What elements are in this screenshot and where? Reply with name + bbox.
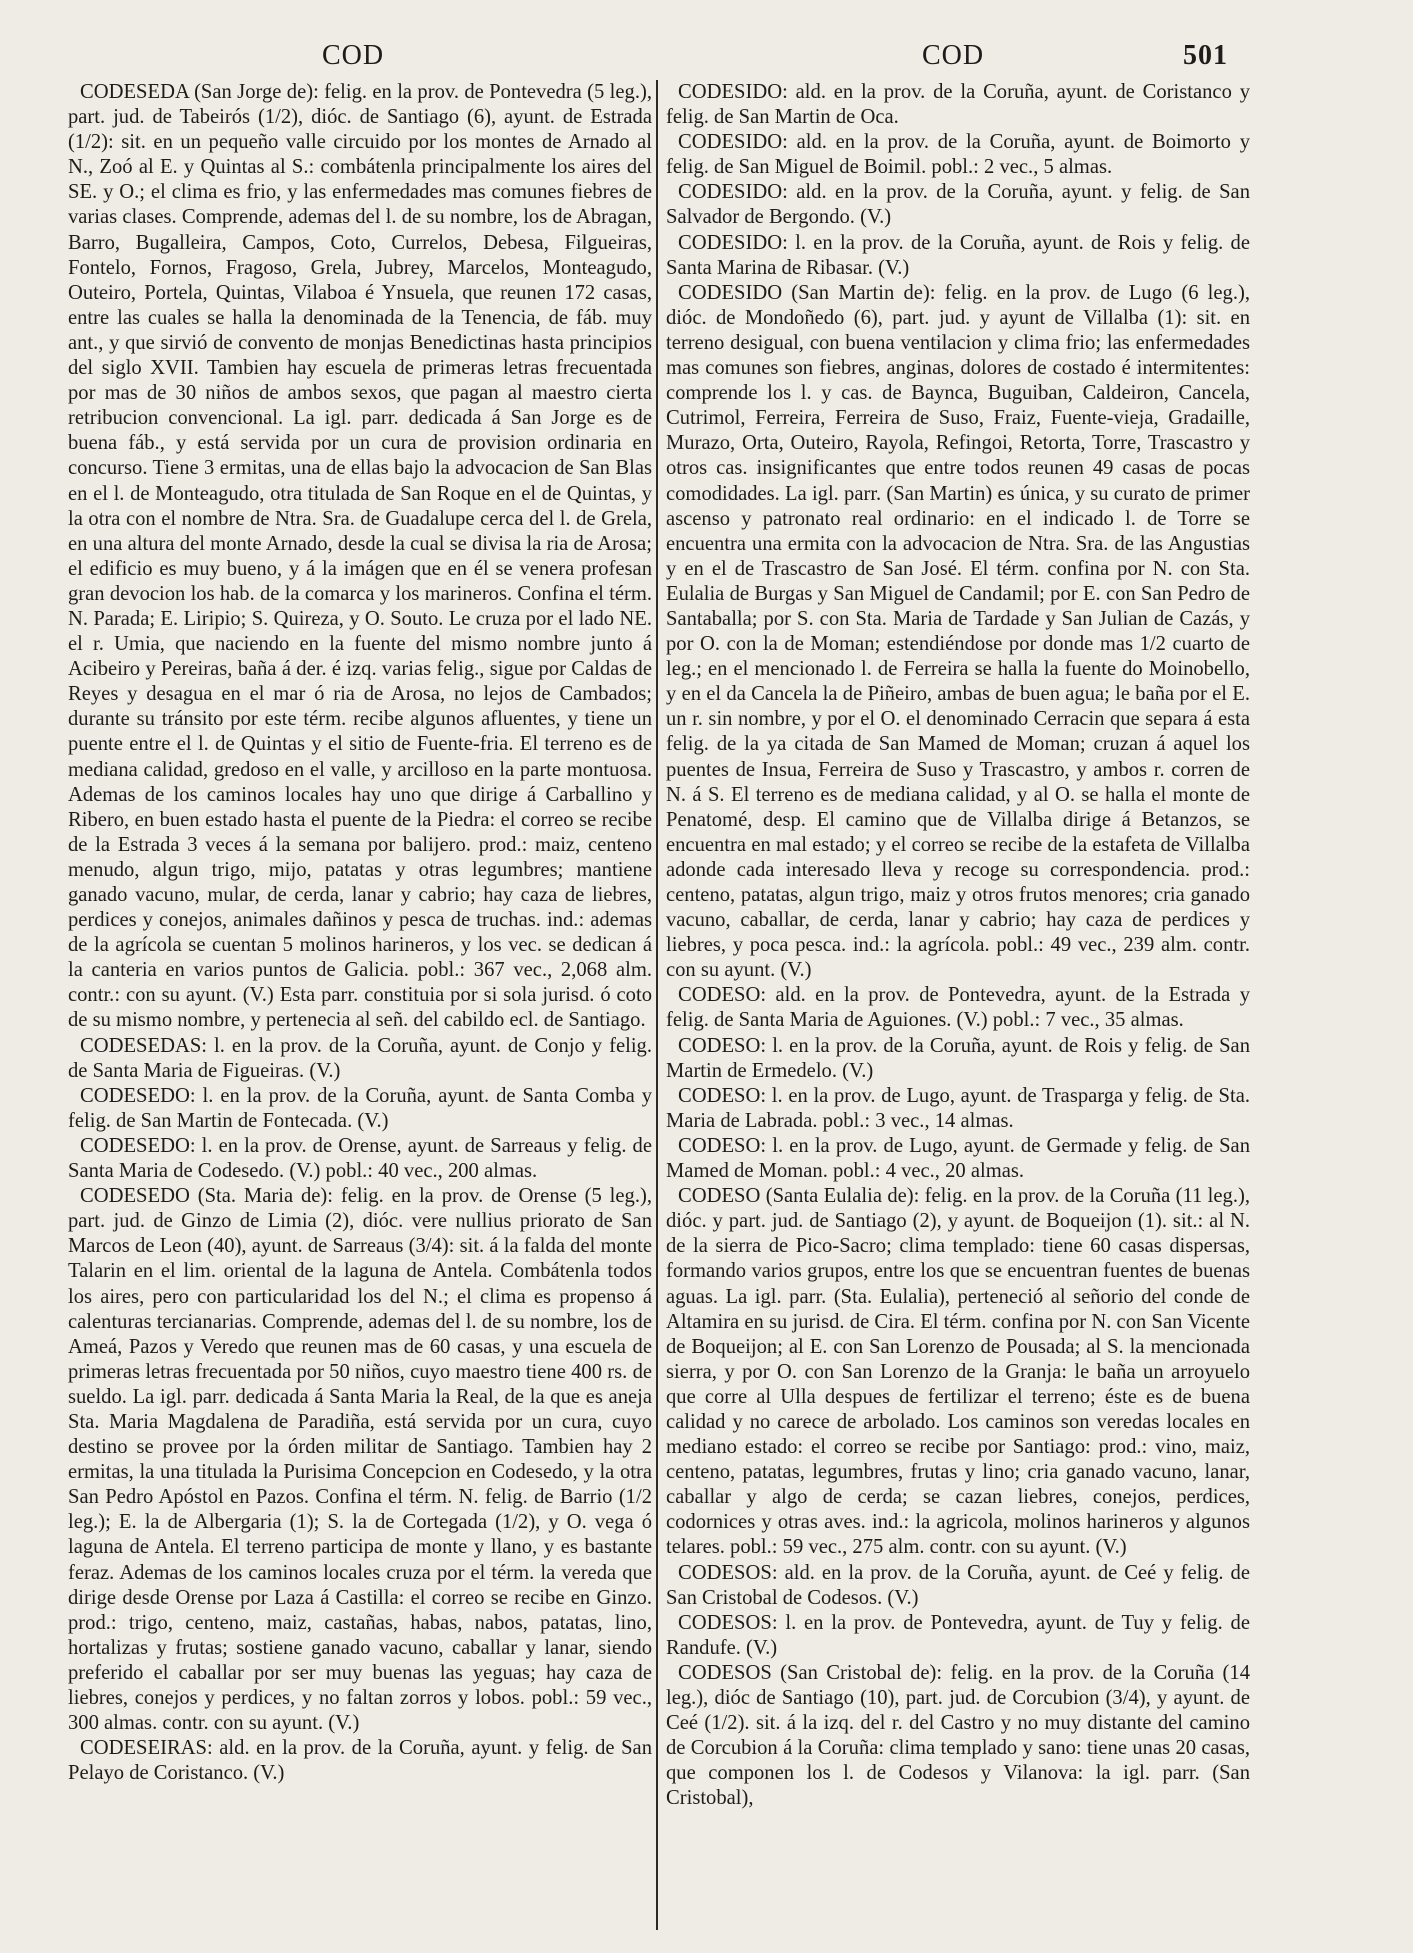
entry-codesido-ribasar: CODESIDO: l. en la prov. de la Coruña, ayunt. de Rois y felig. de Santa Marina de Ribasar. (V.) (666, 231, 1250, 279)
page-number: 501 (1183, 40, 1228, 71)
entry-codeso-aguiones: CODESO: ald. en la prov. de Pontevedra, ayunt. de la Estrada y felig. de Santa Maria de Aguiones. (V.) pobl.: 7 vec., 35 almas. (666, 984, 1250, 1032)
page-header (0, 40, 1413, 80)
entry-codesido-boimil: CODESIDO: ald. en la prov. de la Coruña, ayunt. de Boimorto y felig. de San Miguel de Boimil. pobl.: 2 vec., 5 almas. (666, 131, 1250, 179)
entry-codesedo-sta-maria: CODESEDO (Sta. Maria de): felig. en la prov. de Orense (5 leg.), part. jud. de Ginzo de Limia (2), dióc. vere nullius priorato de San Marcos de Leon (40), ayunt. de Sarreaus (3/4): sit. á la falda del monte Talarin en el lim. oriental de la laguna de Antela. Combátenla todos los aires, pero con particularidad los del N.; el clima es propenso á calenturas tercianarias. Comprende, ademas del l. de su nombre, los de Ameá, Pazos y Veredo que reunen mas de 60 casas, y una escuela de primeras letras frecuentada por 50 niños, cuyo maestro tiene 400 rs. de sueldo. La igl. parr. dedicada á Santa Maria la Real, de la que es aneja Sta. Maria Magdalena de Paradiña, está servida por un cura, cuyo destino se provee por la órden militar de Santiago. Tambien hay 2 ermitas, la una titulada la Purisima Concepcion en Codesedo, y la otra San Pedro Apóstol en Pazos. Confina el térm. N. felig. de Barrio (1/2 leg.); E. la de Albergaria (1); S. la de Cortegada (1/2), y O. vega ó laguna de Antela. El terreno participa de monte y llano, y es bastante feraz. Ademas de los caminos locales cruza por el térm. la vereda que dirige desde Orense por Laza á Castilla: el correo se recibe en Ginzo. prod.: trigo, centeno, maiz, castañas, habas, nabos, patatas, lino, hortalizas y frutas; sostiene ganado vacuno, caballar y lanar, siendo preferido el caballar por ser muy buenas las yeguas; hay caza de liebres, conejos y perdices, y no faltan zorros y lobos. pobl.: 59 vec., 300 almas. contr. con su ayunt. (V.) (68, 1185, 652, 1735)
entry-codesos-cee: CODESOS: ald. en la prov. de la Coruña, ayunt. de Ceé y felig. de San Cristobal de Codesos. (V.) (666, 1561, 1250, 1609)
right-column (666, 80, 1250, 1940)
entry-codesos-tuy: CODESOS: l. en la prov. de Pontevedra, ayunt. de Tuy y felig. de Randufe. (V.) (666, 1611, 1250, 1659)
entry-codeso-moman: CODESO: l. en la prov. de Lugo, ayunt. de Germade y felig. de San Mamed de Moman. pobl.: 4 vec., 20 almas. (666, 1134, 1250, 1183)
column-divider (656, 80, 658, 1930)
entry-codesido-bergondo: CODESIDO: ald. en la prov. de la Coruña, ayunt. y felig. de San Salvador de Bergondo. (V.) (666, 181, 1250, 229)
entry-codesos-san-cristobal: CODESOS (San Cristobal de): felig. en la prov. de la Coruña (14 leg.), dióc de Santiago (10), part. jud. de Corcubion (3/4), y ayunt. de Ceé (1/2). sit. á la izq. del r. del Castro y no muy distante del camino de Corcubion á la Coruña: clima templado y sano: tiene unas 20 casas, que componen los l. de Codesos y Vilanova: la igl. parr. (San Cristobal), (666, 1661, 1250, 1810)
header-left-guide-word: COD (322, 40, 385, 71)
header-right-guide-word: COD (922, 40, 985, 71)
entry-codesido-san-martin: CODESIDO (San Martin de): felig. en la prov. de Lugo (6 leg.), dióc. de Mondoñedo (6), part. jud. y ayunt de Villalba (1): sit. en terreno desigual, con buena ventilacion y clima frio; las enfermedades mas comunes son fiebres, anginas, dolores de costado é intermitentes: comprende los l. y cas. de Baynca, Buguiban, Caldeiron, Cancela, Cutrimol, Ferreira, Ferreira de Suso, Fraiz, Fuente-vieja, Gradaille, Murazo, Orta, Outeiro, Rayola, Refingoi, Retorta, Torre, Trascastro y otros cas. insignificantes que entre todos reunen 49 casas de pocas comodidades. La igl. parr. (San Martin) es única, y su curato de primer ascenso y patronato real ordinario: en el indicado l. de Torre se encuentra una ermita con la advocacion de Ntra. Sra. de las Angustias y en el de Trascastro de San José. El térm. confina por N. con Sta. Eulalia de Burgas y San Miguel de Candamil; por E. con San Pedro de Santaballa; por S. con Sta. Maria de Tardade y San Julian de Cazás, y por O. con la de Moman; estendiéndose por donde mas 1/2 cuarto de leg.; en el mencionado l. de Ferreira se halla la fuente do Moinobello, y en el da Cancela la de Piñeiro, ambas de buen agua; le baña por el E. un r. sin nombre, y por el O. el denominado Cerracin que separa á esta felig. de la ya citada de San Mamed de Moman; cruzan á aquel los puentes de Insua, Ferreira de Suso y Trascastro, y ambos r. corren de N. á S. El terreno es de mediana calidad, y al O. se halla el monte de Penatomé, desp. El camino que de Villalba dirige á Betanzos, se encuentra en mal estado; y el correo se recibe de la estafeta de Villalba adonde cada interesado lleva y recoge su correspondencia. prod.: centeno, patatas, algun trigo, maiz y otros frutos menores; cria ganado vacuno, caballar, de cerda, lanar y cabrio; hay caza de perdices y liebres, y poca pesca. ind.: la agrícola. pobl.: 49 vec., 239 alm. contr. con su ayunt. (V.) (666, 281, 1250, 982)
entry-codesido-oca: CODESIDO: ald. en la prov. de la Coruña, ayunt. de Coristanco y felig. de San Martin de Oca. (666, 81, 1250, 129)
entry-codeseda: CODESEDA (San Jorge de): felig. en la prov. de Pontevedra (5 leg.), part. jud. de Tabeirós (1/2), dióc. de Santiago (6), ayunt. de Estrada (1/2): sit. en un pequeño valle circuido por los montes de Arnado al N., Zoó al E. y Quintas al S.: combátenla principalmente los aires del SE. y O.; el clima es frio, y las enfermedades mas comunes fiebres de varias clases. Comprende, ademas del l. de su nombre, los de Abragan, Barro, Bugalleira, Campos, Coto, Currelos, Debesa, Filgueiras, Fontelo, Fornos, Fragoso, Grela, Jubrey, Marcelos, Monteagudo, Outeiro, Portela, Quintas, Vilaboa é Ynsuela, que reunen 172 casas, entre las cuales se halla la denominada de la Tenencia, de fáb. muy ant., y que sirvió de convento de monjas Benedictinas hasta principios del siglo XVII. Tambien hay escuela de primeras letras frecuentada por mas de 30 niños de ambos sexos, que pagan al maestro cierta retribucion convencional. La igl. parr. dedicada á San Jorge es de buena fáb., y está servida por un cura de provision ordinaria en concurso. Tiene 3 ermitas, una de ellas bajo la advocacion de San Blas en el l. de Monteagudo, otra titulada de San Roque en el de Quintas, y la otra con el nombre de Ntra. Sra. de Guadalupe cerca del l. de Grela, en una altura del monte Arnado, desde la cual se divisa la ria de Arosa; el edificio es muy bueno, y á la imágen que en él se venera profesan gran devocion los hab. de la comarca y los marineros. Confina el térm. N. Parada; E. Liripio; S. Quireza, y O. Souto. Le cruza por el lado NE. el r. Umia, que naciendo en la fuente del mismo nombre junto á Acibeiro y Pereiras, baña á der. é izq. varias felig., sigue por Caldas de Reyes y desagua en el mar ó ria de Arosa, no lejos de Cambados; durante su tránsito por este térm. recibe algunos afluentes, y tiene un puente entre el l. de Quintas y el sitio de Fuente-fria. El terreno es de mediana calidad, gredoso en el valle, y arcilloso en la parte montuosa. Ademas de los caminos locales hay uno que dirige á Carballino y Ribero, en buen estado hasta el puente de la Piedra: el correo se recibe de la Estrada 3 veces á la semana por balijero. prod.: maiz, centeno menudo, algun trigo, mijo, patatas y otras legumbres; mantiene ganado vacuno, mular, de cerda, lanar y cabrio; hay caza de liebres, perdices y conejos, animales dañinos y pesca de truchas. ind.: ademas de la agrícola se cuentan 5 molinos harineros, y los vec. se dedican á la canteria en varios puntos de Galicia. pobl.: 367 vec., 2,068 alm. contr.: con su ayunt. (V.) Esta parr. constituia por si sola jurisd. ó coto de su mismo nombre, y pertenecia al señ. del cabildo ecl. de Santiago. (68, 81, 652, 1032)
entry-codesedo-orense: CODESEDO: l. en la prov. de Orense, ayunt. de Sarreaus y felig. de Santa Maria de Codesedo. (V.) pobl.: 40 vec., 200 almas. (68, 1134, 652, 1183)
entry-codeso-ermedelo: CODESO: l. en la prov. de la Coruña, ayunt. de Rois y felig. de San Martin de Ermedelo. (V.) (666, 1034, 1250, 1082)
entry-codesedas: CODESEDAS: l. en la prov. de la Coruña, ayunt. de Conjo y felig. de Santa Maria de Figueiras. (V.) (68, 1034, 652, 1082)
entry-codesedo-coruna: CODESEDO: l. en la prov. de la Coruña, ayunt. de Santa Comba y felig. de San Martin de Fontecada. (V.) (68, 1084, 652, 1132)
entry-codeso-santa-eulalia: CODESO (Santa Eulalia de): felig. en la prov. de la Coruña (11 leg.), dióc. y part. jud. de Santiago (2), y ayunt. de Boqueijon (1). sit.: al N. de la sierra de Pico-Sacro; clima templado: tiene 60 casas dispersas, formando varios grupos, entre los que se encuentran fuentes de buenas aguas. La igl. parr. (Sta. Eulalia), perteneció al señorio del conde de Altamira en su jurisd. de Cira. El térm. confina por N. con San Vicente de Boqueijon; al E. con San Lorenzo de Pousada; al S. la mencionada sierra, y por O. con San Lorenzo de la Granja: le baña un arroyuelo que corre al Ulla despues de fertilizar el terreno; éste es de buena calidad y no carece de arbolado. Los caminos son veredas locales en mediano estado: el correo se recibe por Santiago: prod.: vino, maiz, centeno, patatas, legumbres, frutas y lino; cria ganado vacuno, lanar, caballar y algo de cerda; se cazan liebres, conejos, perdices, codornices y otras aves. ind.: la agricola, molinos harineros y algunos telares. pobl.: 59 vec., 275 alm. contr. con su ayunt. (V.) (666, 1185, 1250, 1559)
left-column (68, 80, 652, 1940)
entry-codeseiras: CODESEIRAS: ald. en la prov. de la Coruña, ayunt. y felig. de San Pelayo de Coristanco. (V.) (68, 1737, 652, 1785)
entry-codeso-labrada: CODESO: l. en la prov. de Lugo, ayunt. de Trasparga y felig. de Sta. Maria de Labrada. pobl.: 3 vec., 14 almas. (666, 1084, 1250, 1132)
